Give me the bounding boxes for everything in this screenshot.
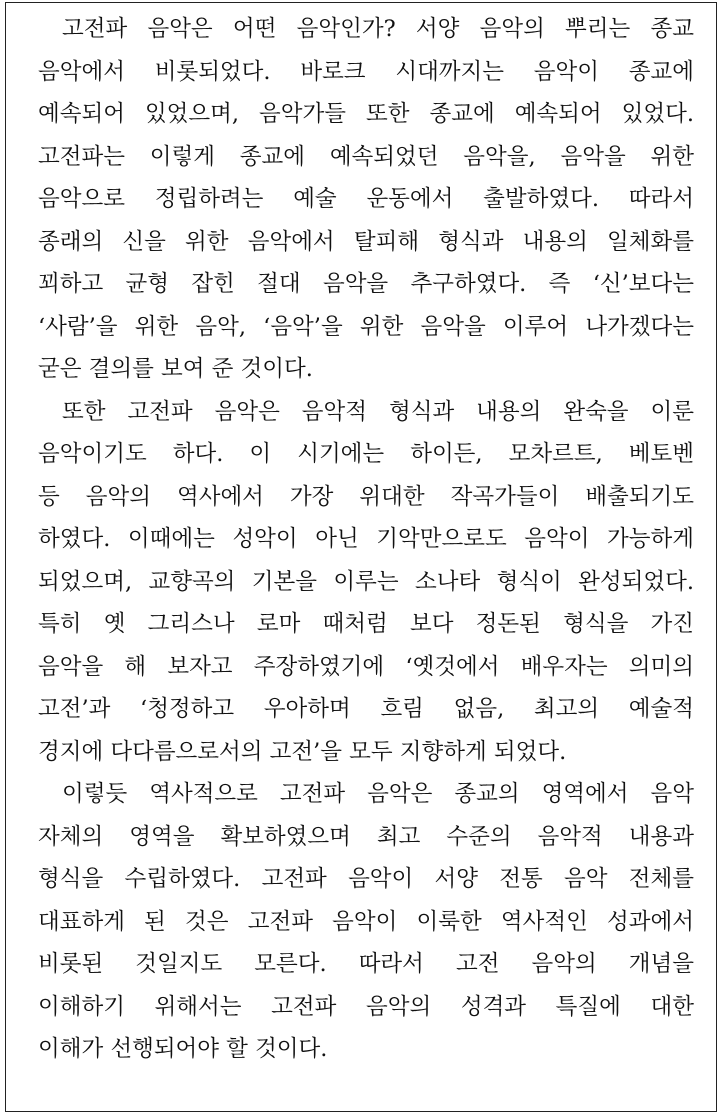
paragraph-2-line-3: 등 음악의 역사에서 가장 위대한 작곡가들이 배출되기도 <box>38 483 694 510</box>
paragraph-2-line-1: 또한 고전파 음악은 음악적 형식과 내용의 완숙을 이룬 <box>62 398 694 425</box>
paragraph-3-line-3: 형식을 수립하였다. 고전파 음악이 서양 전통 음악 전체를 <box>38 866 694 892</box>
paragraph-3-line-6: 이해하기 위해서는 고전파 음악의 성격과 특질에 대한 <box>38 993 694 1020</box>
paragraph-1-line-1: 고전파 음악은 어떤 음악인가? 서양 음악의 뿌리는 종교 <box>62 16 694 42</box>
paragraph-3-line-7: 이해가 선행되어야 할 것이다. <box>38 1036 328 1062</box>
paragraph-2-line-8: 고전’과 ‘청정하고 우아하며 흐림 없음, 최고의 예술적 <box>38 696 694 722</box>
paragraph-1-line-5: 음악으로 정립하려는 예술 운동에서 출발하였다. 따라서 <box>38 186 694 212</box>
paragraph-3-line-4: 대표하게 된 것은 고전파 음악이 이룩한 역사적인 성과에서 <box>38 908 694 935</box>
paragraph-2-line-2: 음악이기도 하다. 이 시기에는 하이든, 모차르트, 베토벤 <box>38 441 694 467</box>
paragraph-1-line-8: ‘사람’을 위한 음악, ‘음악’을 위한 음악을 이루어 나가겠다는 <box>38 313 694 340</box>
paragraph-2-line-5: 되었으며, 교향곡의 기본을 이루는 소나타 형식이 완성되었다. <box>38 568 694 595</box>
paragraph-3-line-2: 자체의 영역을 확보하였으며 최고 수준의 음악적 내용과 <box>38 823 694 850</box>
paragraph-2-line-9: 경지에 다다름으로서의 고전’을 모두 지향하게 되었다. <box>38 738 567 765</box>
paragraph-1-line-3: 예속되어 있었으며, 음악가들 또한 종교에 예속되어 있었다. <box>38 101 694 127</box>
paragraph-1-line-6: 종래의 신을 위한 음악에서 탈피해 형식과 내용의 일체화를 <box>38 228 694 255</box>
paragraph-2-line-6: 특히 옛 그리스나 로마 때처럼 보다 정돈된 형식을 가진 <box>38 611 694 637</box>
paragraph-1-line-4: 고전파는 이렇게 종교에 예속되었던 음악을, 음악을 위한 <box>38 143 694 170</box>
paragraph-3-line-5: 비롯된 것일지도 모른다. 따라서 고전 음악의 개념을 <box>38 951 694 977</box>
text-box-border <box>5 2 717 1112</box>
paragraph-1-line-2: 음악에서 비롯되었다. 바로크 시대까지는 음악이 종교에 <box>38 58 694 85</box>
paragraph-2-line-7: 음악을 해 보자고 주장하였기에 ‘옛것에서 배우자는 의미의 <box>38 653 694 680</box>
paragraph-3-line-1: 이렇듯 역사적으로 고전파 음악은 종교의 영역에서 음악 <box>62 781 694 807</box>
paragraph-1-line-7: 꾀하고 균형 잡힌 절대 음악을 추구하였다. 즉 ‘신’보다는 <box>38 271 694 297</box>
paragraph-1-line-9: 굳은 결의를 보여 준 것이다. <box>38 356 313 382</box>
paragraph-2-line-4: 하였다. 이때에는 성악이 아닌 기악만으로도 음악이 가능하게 <box>38 526 694 552</box>
